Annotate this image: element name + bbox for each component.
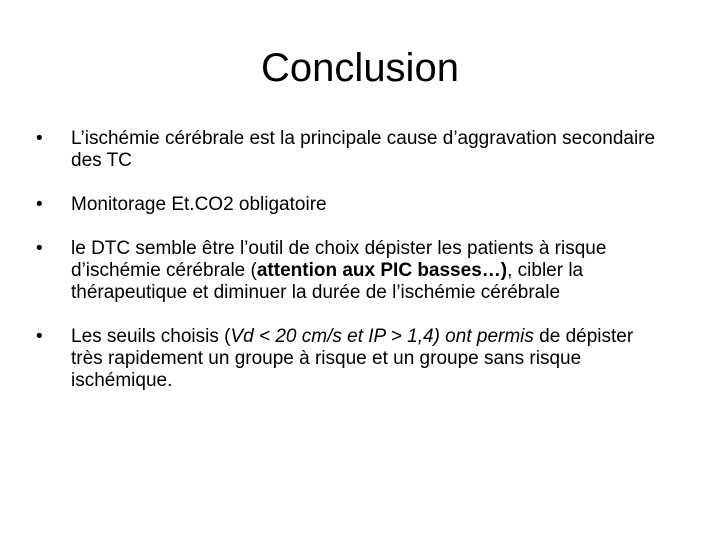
bullet-text: Les seuils choisis (: [71, 326, 231, 347]
bullet-text: le DTC semble être l’outil de choix dépister les patients à risque d’ischémie cérébrale (: [71, 238, 607, 281]
bullet-item-4: [36, 326, 656, 392]
bullet-list: [36, 128, 656, 392]
bullet-text-after: , cibler la thérapeutique et diminuer la durée de l’ischémie cérébrale: [71, 260, 584, 303]
bullet-text: Monitorage Et.CO2 obligatoire: [71, 194, 327, 215]
bullet-icon: •: [36, 128, 43, 149]
slide-title: Conclusion: [261, 46, 459, 90]
bullet-icon: •: [36, 326, 43, 347]
bullet-text-after: de dépister très rapidement un groupe à risque et un groupe sans risque ischémique.: [71, 326, 634, 391]
bullet-item-1: [36, 128, 656, 172]
bullet-item-3: [36, 238, 656, 304]
bullet-text-bold: attention aux PIC basses…): [256, 260, 508, 281]
bullet-text: L’ischémie cérébrale est la principale cause d’aggravation secondaire des TC: [71, 128, 656, 171]
bullet-icon: •: [36, 194, 43, 215]
bullet-item-2: [36, 194, 656, 216]
bullet-text-italic: Vd < 20 cm/s et IP > 1,4) ont permis: [230, 326, 534, 347]
bullet-icon: •: [36, 238, 43, 259]
